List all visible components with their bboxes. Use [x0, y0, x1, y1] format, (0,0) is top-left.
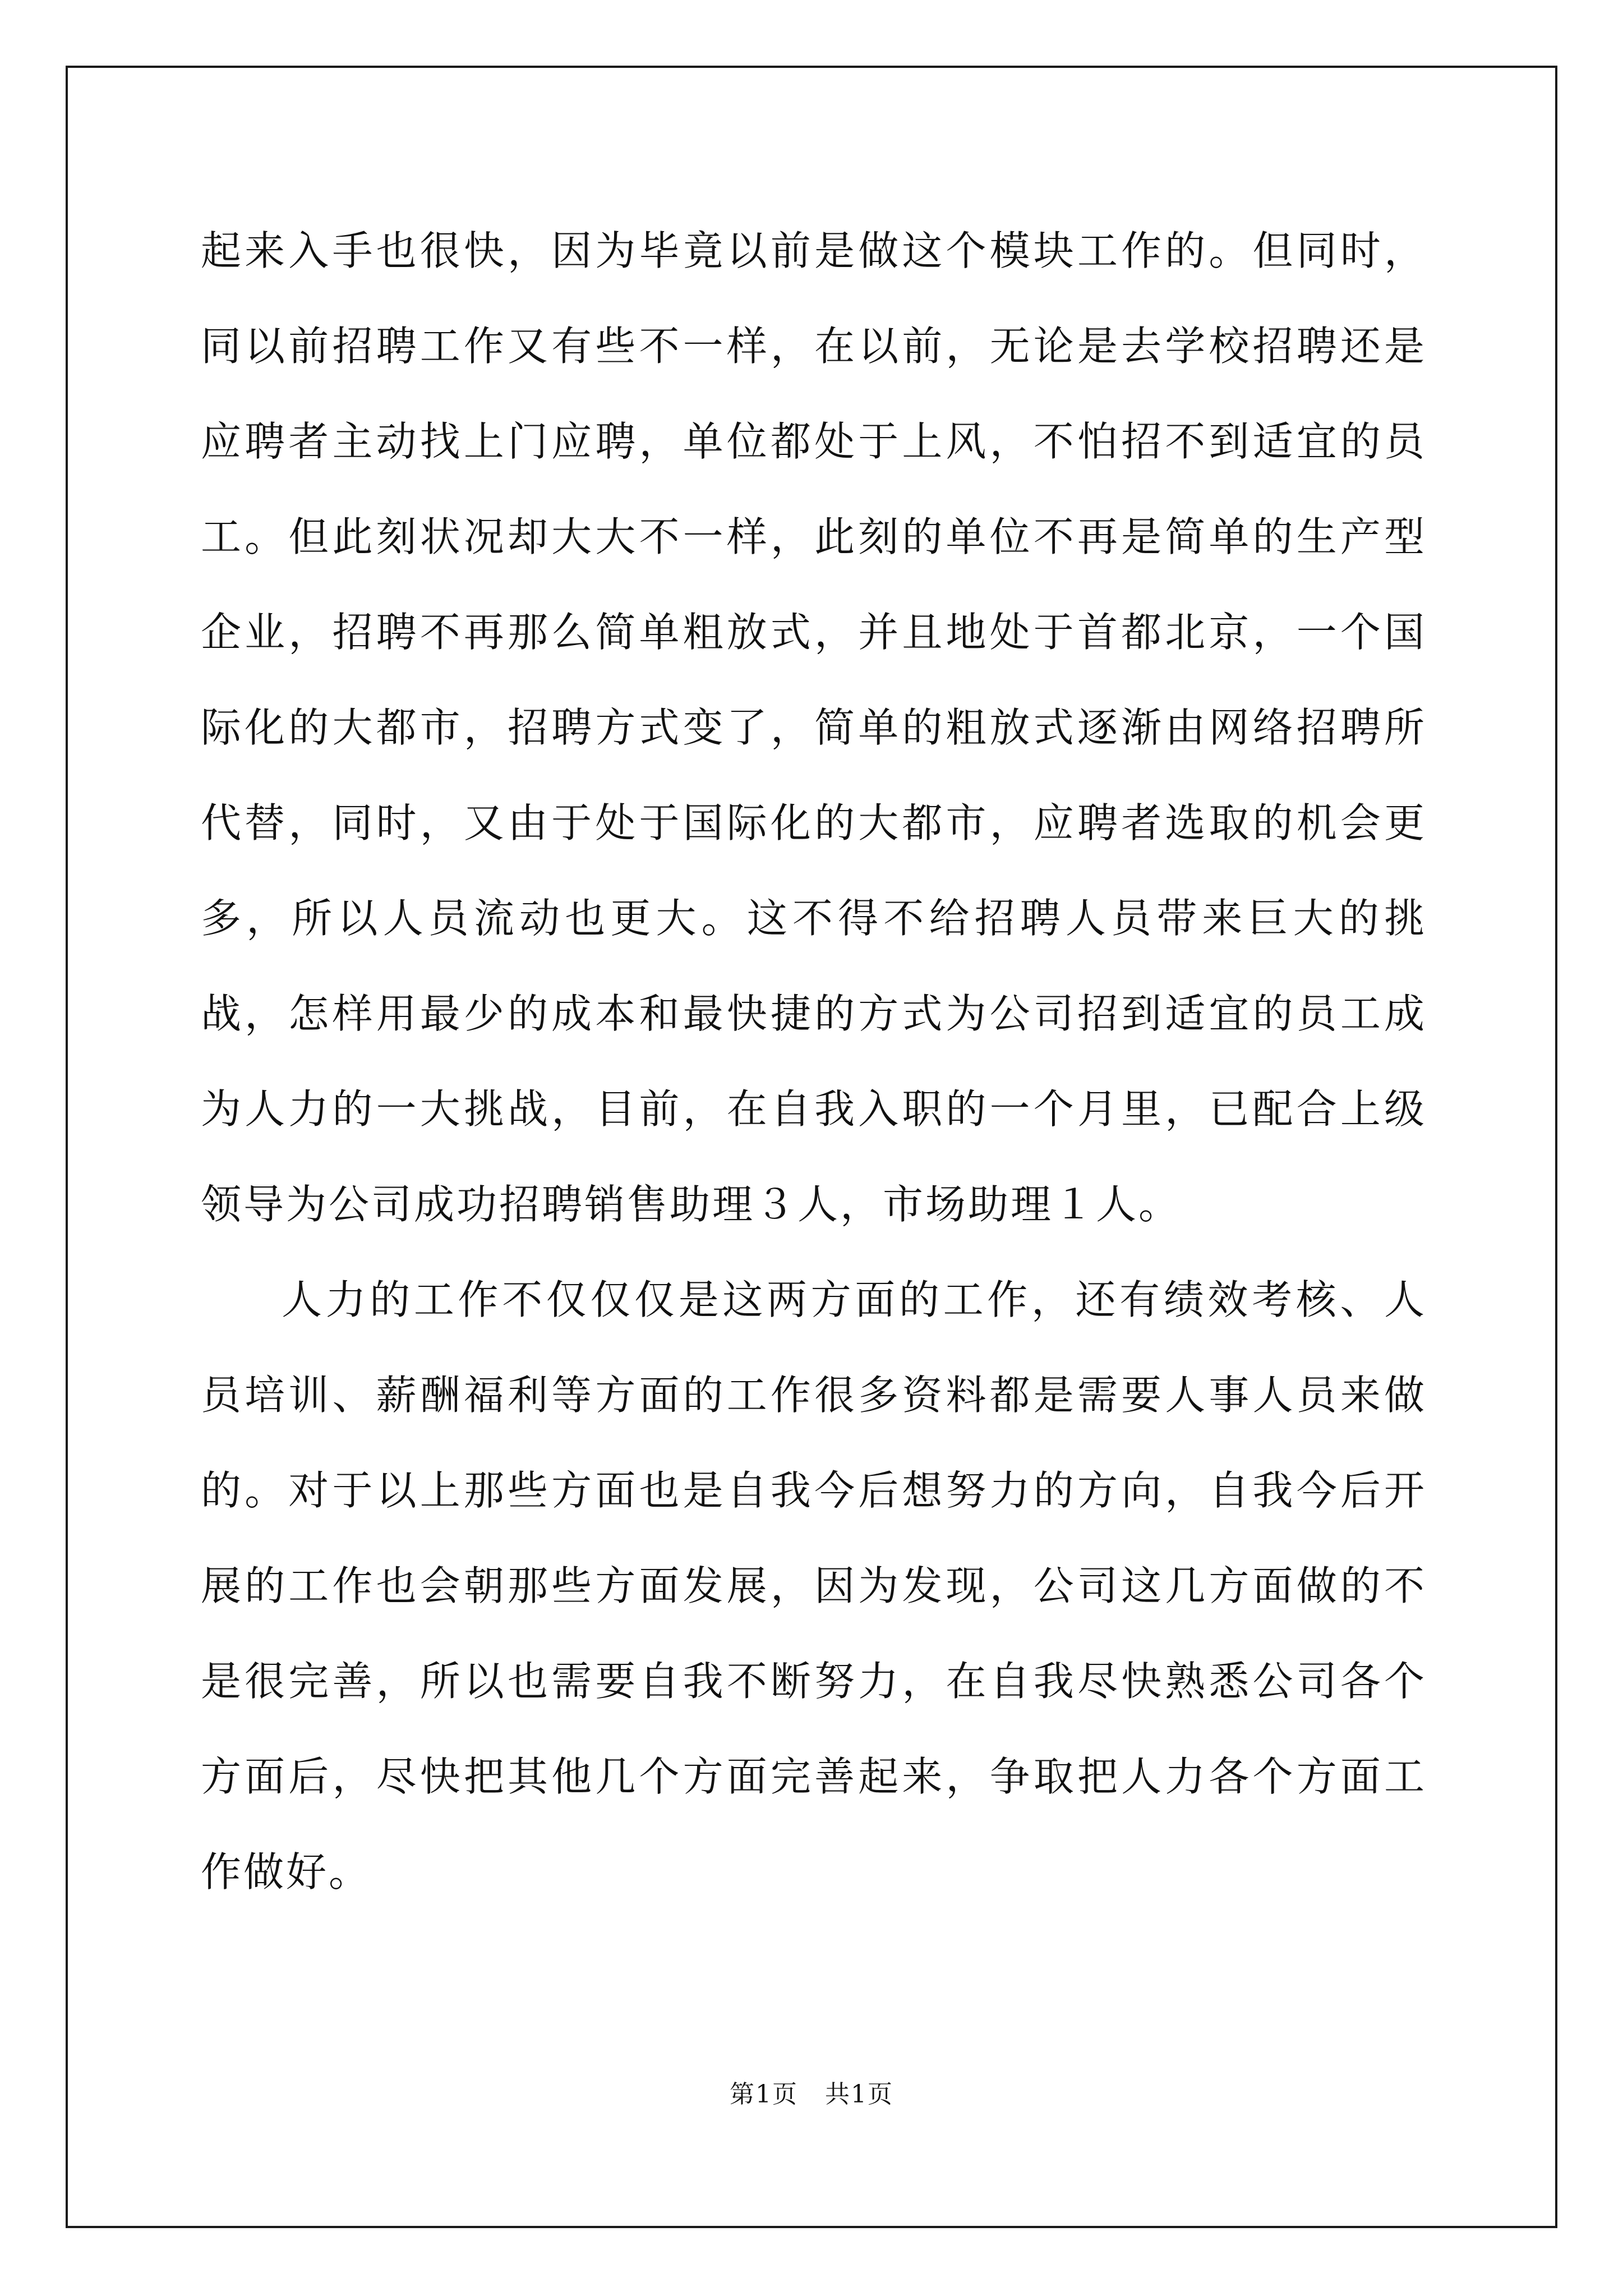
paragraph-2: 人力的工作不仅仅仅是这两方面的工作，还有绩效考核、人员培训、薪酬福利等方面的工作很多资料都是需要人事人员来做的。对于以上那些方面也是自我今后想努力的方向，自我今后开展的工作也会朝那些方面发展，因为发现，公司这几方面做的不是很完善，所以也需要自我不断努力，在自我尽快熟悉公司各个方面后，尽快把其他几个方面完善起来，争取把人力各个方面工作做好。 — [201, 1276, 1427, 1895]
page-number: 第1页 — [730, 2080, 798, 2109]
document-body — [201, 203, 1427, 1920]
paragraph-1: 起来入手也很快，因为毕竟以前是做这个模块工作的。但同时，同以前招聘工作又有些不一样，在以前，无论是去学校招聘还是应聘者主动找上门应聘，单位都处于上风，不怕招不到适宜的员工。但此刻状况却大大不一样，此刻的单位不再是简单的生产型企业，招聘不再那么简单粗放式，并且地处于首都北京，一个国际化的大都市，招聘方式变了，简单的粗放式逐渐由网络招聘所代替，同时，又由于处于国际化的大都市，应聘者选取的机会更多，所以人员流动也更大。这不得不给招聘人员带来巨大的挑战，怎样用最少的成本和最快捷的方式为公司招到适宜的员工成为人力的一大挑战，目前，在自我入职的一个月里，已配合上级领导为公司成功招聘销售助理３人，市场助理１人。 — [201, 227, 1427, 1228]
page-footer — [0, 2078, 1623, 2111]
page-total: 共1页 — [825, 2080, 893, 2109]
